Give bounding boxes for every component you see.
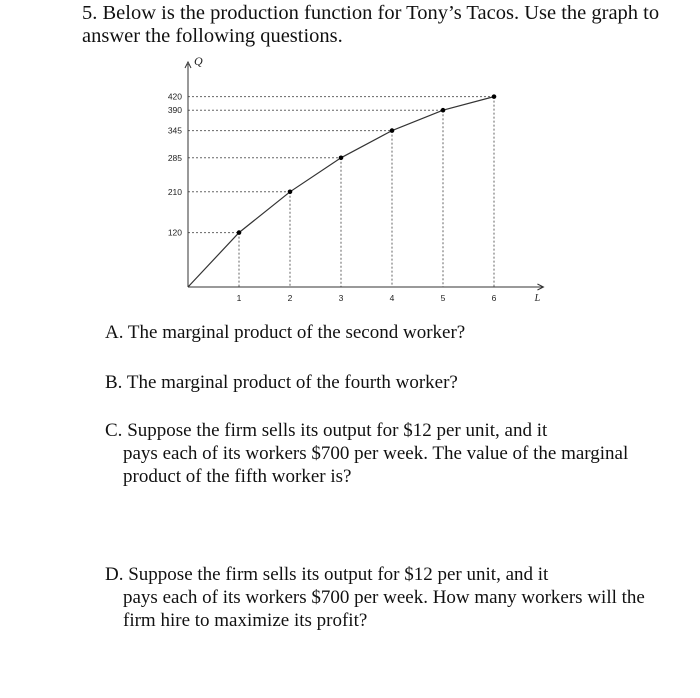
question-d-rest: pays each of its workers $700 per week. How many workers will the firm hire to maximize its profit? bbox=[123, 587, 645, 631]
question-c-letter: C. bbox=[105, 420, 123, 441]
data-point bbox=[492, 94, 497, 99]
y-tick-label: 390 bbox=[167, 105, 182, 116]
problem-intro: 5. Below is the production function for Tony’s Tacos. Use the graph to answer the following questions. bbox=[82, 2, 660, 47]
question-c-first-line: Suppose the firm sells its output for $12 per unit, and it bbox=[127, 420, 548, 441]
question-d bbox=[105, 563, 670, 632]
production-function-chart bbox=[150, 50, 560, 320]
data-point bbox=[441, 108, 446, 113]
data-point bbox=[237, 230, 242, 235]
x-tick-label: 4 bbox=[389, 293, 395, 303]
y-tick-label: 420 bbox=[167, 91, 182, 102]
y-tick-label: 120 bbox=[167, 227, 182, 238]
question-c bbox=[105, 419, 670, 488]
x-tick-label: 3 bbox=[338, 293, 344, 303]
question-d-first-line: Suppose the firm sells its output for $12 per unit, and it bbox=[128, 564, 549, 585]
y-tick-label: 285 bbox=[167, 152, 182, 163]
question-b-text: The marginal product of the fourth worker? bbox=[126, 372, 458, 393]
data-point bbox=[390, 128, 395, 133]
y-tick-label: 345 bbox=[167, 125, 182, 136]
data-point bbox=[339, 156, 344, 161]
y-axis-label: Q bbox=[194, 54, 203, 68]
question-c-rest: pays each of its workers $700 per week. The value of the marginal product of the fifth worker is? bbox=[123, 443, 629, 487]
x-tick-label: 5 bbox=[440, 293, 446, 303]
question-d-letter: D. bbox=[105, 564, 124, 585]
question-b bbox=[105, 371, 670, 394]
question-b-letter: B. bbox=[105, 372, 123, 393]
data-point bbox=[288, 190, 293, 195]
question-a-letter: A. bbox=[105, 322, 124, 343]
x-tick-label: 2 bbox=[287, 293, 293, 303]
x-axis-label: L bbox=[534, 293, 541, 304]
x-tick-label: 6 bbox=[491, 293, 497, 303]
x-tick-label: 1 bbox=[236, 293, 242, 303]
question-a-text: The marginal product of the second worker? bbox=[127, 322, 466, 343]
question-a bbox=[105, 321, 670, 344]
y-tick-label: 210 bbox=[167, 186, 182, 197]
